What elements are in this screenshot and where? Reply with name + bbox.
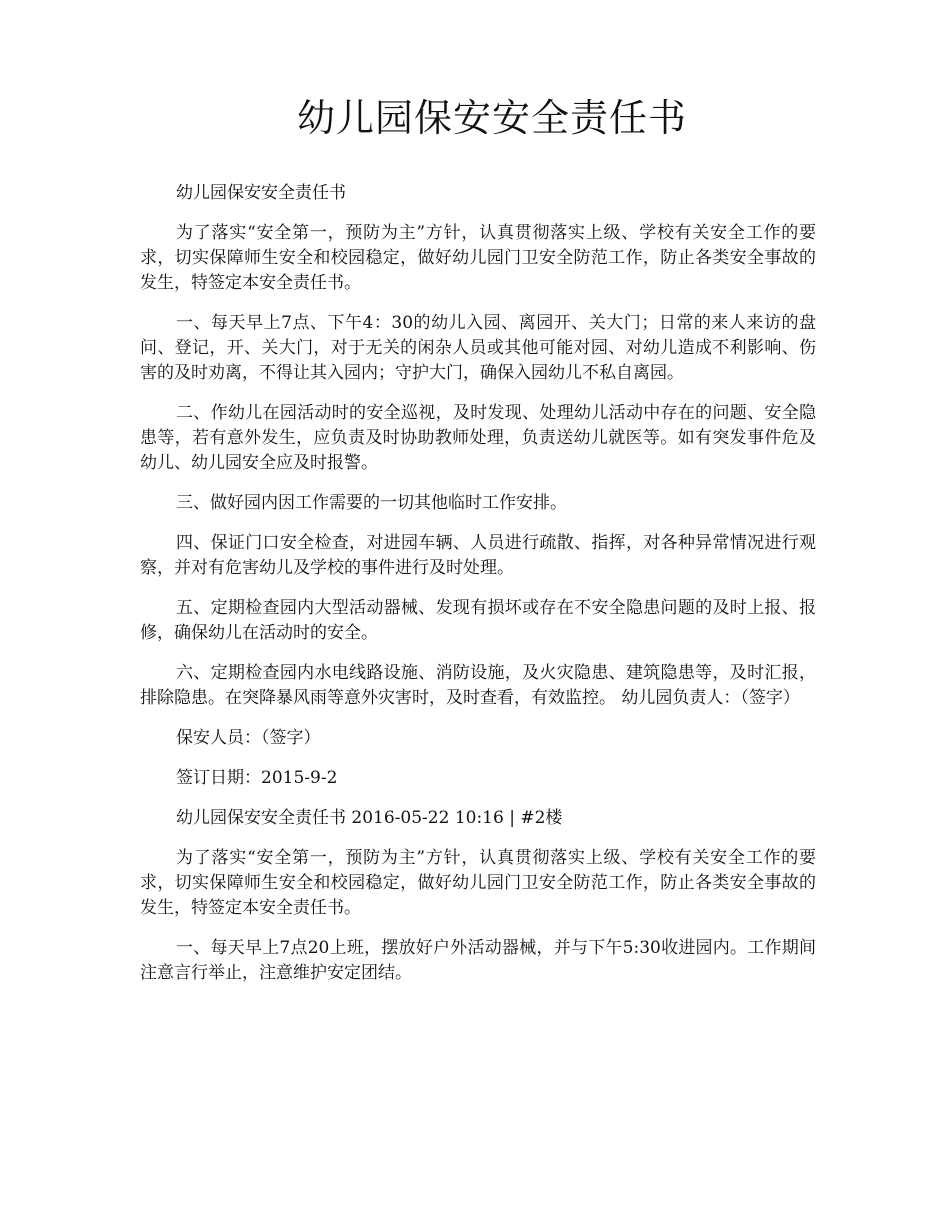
paragraph-item-1: 一、每天早上7点、下午4：30的幼儿入园、离园开、关大门；日常的来人来访的盘问、登记，开、关大门，对于无关的闲杂人员或其他可能对园、对幼儿造成不利影响、伤害的及时劝离，不得让其入园内；守护大门，确保入园幼儿不私自离园。 xyxy=(140,313,816,383)
paragraph-sign-date: 签订日期：2015-9-2 xyxy=(176,768,338,788)
paragraph-item-1-alt: 一、每天早上7点20上班，摆放好户外活动器械，并与下午5:30收进园内。工作期间注意言行举止，注意维护安定团结。 xyxy=(140,938,816,983)
paragraph-item-6: 六、定期检查园内水电线路设施、消防设施，及火灾隐患、建筑隐患等，及时汇报，排除隐患。在突降暴风雨等意外灾害时，及时查看，有效监控。 幼儿园负责人：（签字） xyxy=(140,663,816,708)
paragraph-guard-signature: 保安人员：（签字） xyxy=(176,728,321,748)
document-body xyxy=(140,181,816,1001)
paragraph-item-4: 四、保证门口安全检查，对进园车辆、人员进行疏散、指挥，对各种异常情况进行观察，并对有危害幼儿及学校的事件进行及时处理。 xyxy=(140,533,816,578)
paragraph-heading: 幼儿园保安安全责任书 xyxy=(176,183,346,203)
paragraph-intro: 为了落实“安全第一，预防为主”方针，认真贯彻落实上级、学校有关安全工作的要求，切实保障师生安全和校园稳定，做好幼儿园门卫安全防范工作，防止各类安全事故的发生，特签定本安全责任书。 xyxy=(140,223,816,293)
document-title: 幼儿园保安安全责任书 xyxy=(296,96,687,140)
paragraph-item-3: 三、做好园内因工作需要的一切其他临时工作安排。 xyxy=(176,493,567,513)
paragraph-item-2: 二、作幼儿在园活动时的安全巡视，及时发现、处理幼儿活动中存在的问题、安全隐患等，若有意外发生，应负责及时协助教师处理，负责送幼儿就医等。如有突发事件危及幼儿、幼儿园安全应及时报警。 xyxy=(140,403,816,473)
paragraph-post-header: 幼儿园保安安全责任书 2016-05-22 10:16 | #2楼 xyxy=(176,808,563,828)
paragraph-intro-repeat: 为了落实“安全第一，预防为主”方针，认真贯彻落实上级、学校有关安全工作的要求，切实保障师生安全和校园稳定，做好幼儿园门卫安全防范工作，防止各类安全事故的发生，特签定本安全责任书。 xyxy=(140,848,816,918)
paragraph-item-5: 五、定期检查园内大型活动器械、发现有损坏或存在不安全隐患问题的及时上报、报修，确保幼儿在活动时的安全。 xyxy=(140,598,816,643)
